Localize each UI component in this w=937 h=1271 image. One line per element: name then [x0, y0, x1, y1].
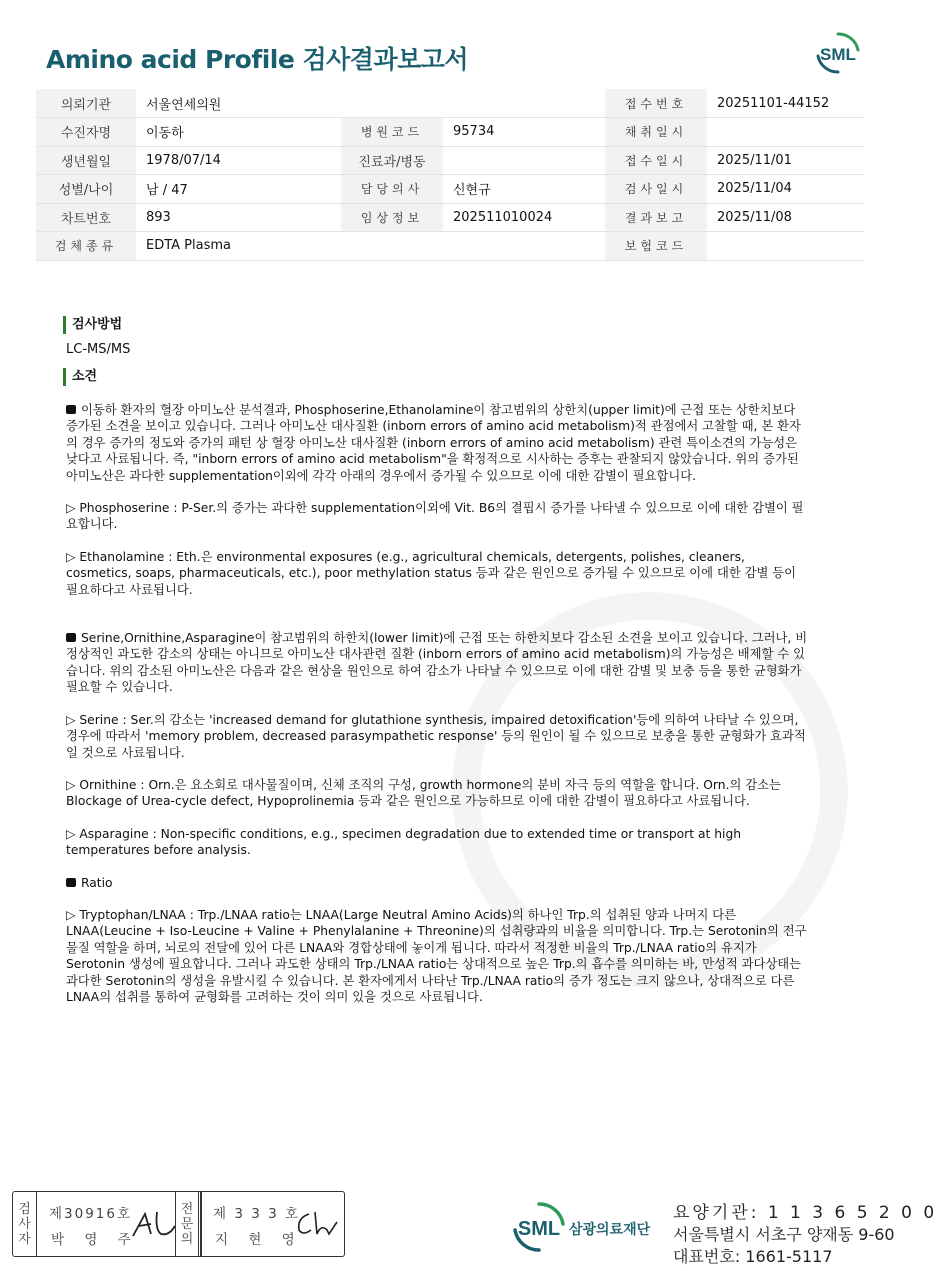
info-value: 1978/07/14	[136, 146, 341, 175]
info-label: 보험코드	[605, 232, 707, 261]
info-value: 남 / 47	[136, 175, 341, 204]
info-value: 이동하	[136, 118, 341, 147]
specialist-name: 지 현 영	[215, 1232, 303, 1248]
info-label: 담당의사	[341, 175, 443, 204]
info-row	[36, 89, 864, 118]
finding-paragraph: ▷ Tryptophan/LNAA : Trp./LNAA ratio는 LNAA(Large Neutral Amino Acids)의 하나인 Trp.의 섭취된 양과 나머지 다른 LNAA(Leucine + Iso-Leucine + Valine + Phenylalanine + Threonine)의 섭취량과의 비율을 의미합니다. Trp.는 Serotonin의 전구물질 역할을 하며, 뇌로의 전달에 있어 다른 LNAA와 경합상태에 놓이게 됩니다. 따라서 적정한 비율의 Trp./LNAA ratio의 유지가 Serotonin 생성에 필요합니다. 그러나 과도한 상태의 Trp./LNAA ratio는 상대적으로 높은 Trp.의 흡수를 의미하는 바, 만성적 과다상태는 과다한 Serotonin의 생성을 유발시킬 수 있습니다. 본 환자에게서 나타난 Trp./LNAA ratio의 증가 정도는 크지 않으나, 상대적으로 다른 LNAA의 섭취를 통하여 균형화를 고려하는 것이 의미 있을 것으로 사료됩니다.	[66, 907, 807, 1004]
info-label: 접수일시	[605, 146, 707, 175]
sml-logo-text: SML	[820, 45, 856, 64]
info-label: 수진자명	[36, 118, 136, 147]
finding-paragraph: Ratio	[66, 875, 808, 891]
info-value: 2025/11/04	[707, 175, 864, 204]
method-heading: 검사방법	[63, 316, 122, 334]
info-label: 진료과/병동	[341, 146, 443, 175]
info-value	[707, 232, 864, 261]
method-value: LC-MS/MS	[66, 342, 131, 357]
info-row	[36, 118, 864, 147]
info-value: 2025/11/01	[707, 146, 864, 175]
info-label: 병원코드	[341, 118, 443, 147]
bullet-icon	[66, 633, 76, 642]
info-row	[36, 146, 864, 175]
info-label: 결과보고	[605, 203, 707, 232]
examiner-label: 검 사 자	[13, 1192, 37, 1256]
info-row	[36, 232, 864, 261]
sml-logo-icon	[814, 30, 862, 76]
footer-logo-text: SML	[517, 1218, 561, 1240]
bullet-icon	[66, 405, 76, 414]
org-address: 서울특별시 서초구 양재동 9-60	[673, 1225, 895, 1244]
info-value: 893	[136, 203, 341, 232]
finding-paragraph: 이동하 환자의 혈장 아미노산 분석결과, Phosphoserine,Ethanolamine이 참고범위의 상한치(upper limit)에 근접 또는 상한치보다 증가된 소견을 보이고 있습니다. 그러나 아미노산 대사질환 (inborn errors of amino acid metabolism)적 관점에서 고찰할 때, 본 환자의 경우 증가의 정도와 증가의 패턴 상 혈장 아미노산 대사질환 (inborn errors of amino acid metabolism) 관련 특이소견의 가능성은 낮다고 사료됩니다. 즉, "inborn errors of amino acid metabolism"을 확정적으로 시사하는 증후는 관찰되지 않았습니다. 위의 증가된 아미노산은 과다한 supplementation이외에 각각 아래의 경우에서 증가될 수 있으므로 이에 대한 감별이 필요합니다.	[66, 403, 801, 483]
info-value: 2025/11/08	[707, 203, 864, 232]
org-phone: 대표번호: 1661-5117	[673, 1247, 833, 1266]
specialist-label: 전 문 의	[175, 1192, 199, 1256]
finding-paragraph: ▷ Serine : Ser.의 감소는 'increased demand for glutathione synthesis, impaired detoxification'등에 의하여 나타날 수 있으며, 경우에 따라서 'memory problem, decreased parasympathetic response' 등의 원인이 될 수 있으므로 보충을 통한 균형화가 효과적일 것으로 사료됩니다.	[66, 712, 806, 760]
report-title: Amino acid Profile 검사결과보고서	[46, 45, 469, 74]
info-value: 신현규	[443, 175, 605, 204]
org-name: 삼광의료재단	[569, 1222, 651, 1238]
info-label	[341, 89, 443, 118]
findings-heading: 소견	[63, 368, 97, 386]
info-value	[707, 118, 864, 147]
info-label: 검체종류	[36, 232, 136, 261]
patient-info-table	[36, 89, 864, 261]
info-label: 검사일시	[605, 175, 707, 204]
examiner-name: 박 영 주	[51, 1232, 139, 1248]
info-value: EDTA Plasma	[136, 232, 341, 261]
info-label: 임상정보	[341, 203, 443, 232]
info-label: 생년월일	[36, 146, 136, 175]
info-label: 성별/나이	[36, 175, 136, 204]
finding-paragraph: Serine,Ornithine,Asparagine이 참고범위의 하한치(lower limit)에 근접 또는 하한치보다 감소된 소견을 보이고 있습니다. 그러나, 비정상적인 과도한 감소의 상태는 아니므로 아미노산 대사관련 질환 (inborn errors of amino acid metabolism)의 가능성은 배제할 수 있습니다. 위의 감소된 아미노산은 다음과 같은 현상을 원인으로 하여 감소가 나타날 수 있으므로 이에 대한 감별 및 보충 등을 통한 균형화가 필요할 수 있습니다.	[66, 631, 808, 695]
info-row	[36, 203, 864, 232]
info-label	[341, 232, 443, 261]
finding-paragraph: ▷ Asparagine : Non-specific conditions, e.g., specimen degradation due to extended time or transport at high temperatures before analysis.	[66, 826, 742, 858]
finding-paragraph: ▷ Phosphoserine : P-Ser.의 증가는 과다한 supplementation이외에 Vit. B6의 결핍시 증가를 나타낼 수 있으므로 이에 대한 감별이 필요합니다.	[66, 501, 804, 532]
findings-text	[66, 402, 808, 1005]
org-code: 요양기관: 1 1 3 6 5 2 0 0	[673, 1203, 937, 1223]
info-value: 20251101-44152	[707, 89, 864, 118]
info-value: 서울연세의원	[136, 89, 341, 118]
info-label: 의뢰기관	[36, 89, 136, 118]
info-value	[443, 232, 605, 261]
finding-paragraph: ▷ Ornithine : Orn.은 요소회로 대사물질이며, 신체 조직의 구성, growth hormone의 분비 자극 등의 역할을 합니다. Orn.의 감소는 Blockage of Urea-cycle defect, Hypoprolinemia 등과 같은 원인으로 가능하므로 이에 대한 감별이 필요하다고 사료됩니다.	[66, 777, 781, 809]
finding-paragraph: ▷ Ethanolamine : Eth.은 environmental exposures (e.g., agricultural chemicals, detergents, polishes, cleaners, cosmetics, soaps, pharmaceuticals, etc.), poor methylation status 등과 같은 원인으로 증가될 수 있으므로 이에 대한 감별 등이 필요하다고 사료됩니다.	[66, 549, 797, 597]
sml-footer-logo-icon	[510, 1200, 568, 1254]
info-label: 채취일시	[605, 118, 707, 147]
info-label: 접수번호	[605, 89, 707, 118]
examiner-signature-icon	[129, 1206, 179, 1242]
info-value	[443, 89, 605, 118]
examiner-license: 제30916호	[49, 1206, 133, 1222]
info-value	[443, 146, 605, 175]
signature-box	[12, 1191, 345, 1257]
info-row	[36, 175, 864, 204]
specialist-signature-icon	[293, 1208, 339, 1240]
info-label: 차트번호	[36, 203, 136, 232]
info-value: 95734	[443, 118, 605, 147]
info-value: 202511010024	[443, 203, 605, 232]
specialist-license: 제 3 3 3 호	[213, 1206, 301, 1222]
bullet-icon	[66, 878, 76, 887]
